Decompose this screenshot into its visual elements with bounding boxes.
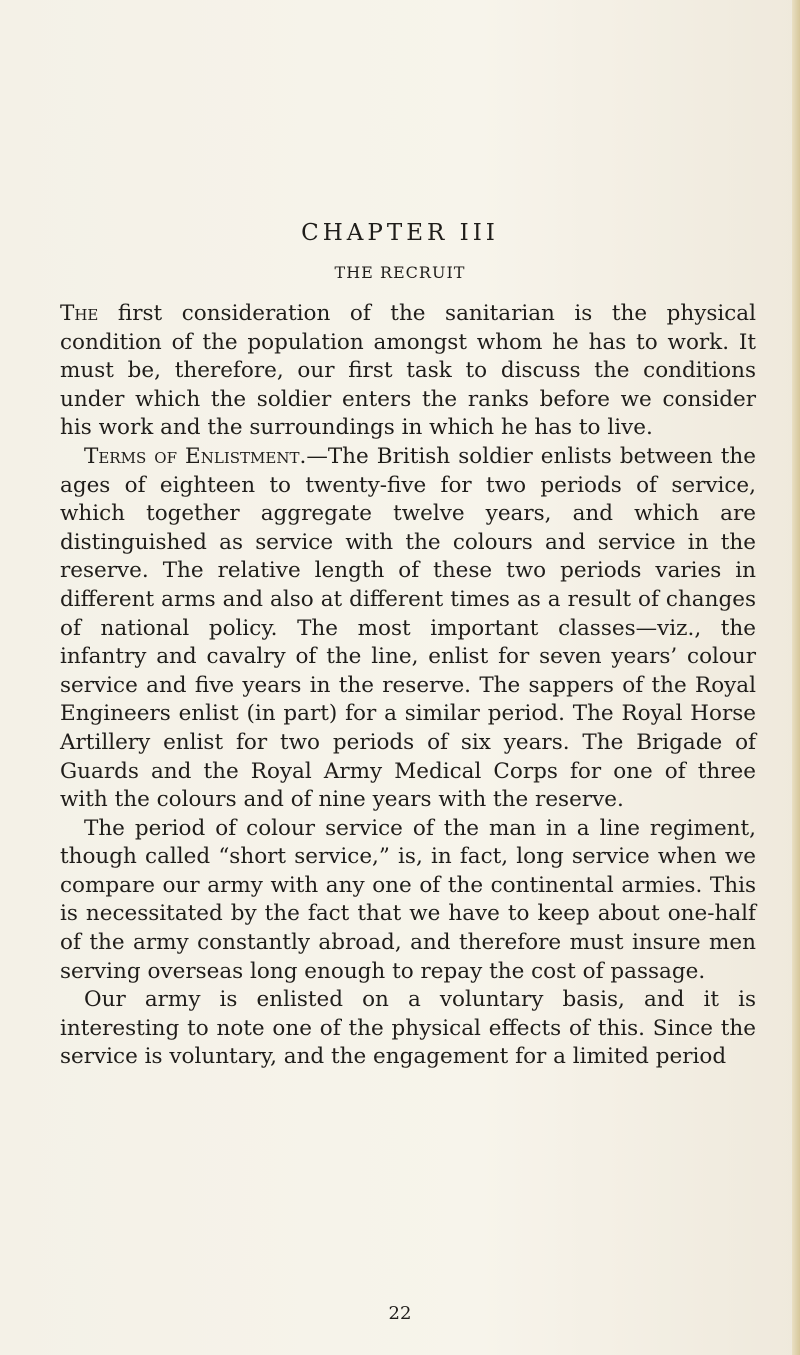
paragraph-voluntary-basis [60, 986, 756, 1072]
paragraph-terms-of-enlistment [60, 443, 756, 815]
paragraph-intro [60, 300, 756, 443]
page-edge [792, 0, 800, 1355]
paragraph-colour-service [60, 815, 756, 987]
body-text [60, 300, 756, 1072]
paragraph-text: first consideration of the sanitarian is the physical condition of the population amongst whom he has to work. It must be, therefore, our first task to discuss the conditions under which the soldier enters the ranks before we consider his work and the surroundings in which he has to live. [60, 301, 756, 441]
chapter-title: THE RECRUIT [334, 263, 466, 282]
paragraph-text: The period of colour service of the man in a line regiment, though called “short service,” is, in fact, long service when we compare our army with any one of the continental armies. This is necessitated by the fact that we have to keep about one-half of the army constantly abroad, and therefore must insure men serving overseas long enough to repay the cost of passage. [60, 815, 756, 984]
paragraph-text: The British soldier enlists between the ages of eighteen to twenty-five for two periods of service, which together aggregate twelve years, and which are distinguished as service with the colours and service in the reserve. The relative length of these two periods varies in different arms and also at different times as a result of changes of national policy. The most important classes—viz., the infantry and cavalry of the line, enlist for seven years’ colour service and five years in the reserve. The sappers of the Royal Engineers enlist (in part) for a similar period. The Royal Horse Artillery enlist for two periods of six years. The Brigade of Guards and the Royal Army Medical Corps for one of three with the colours and of nine years with the reserve. [60, 443, 756, 813]
page-number: 22 [388, 1303, 412, 1324]
section-heading: Terms of Enlistment.— [84, 443, 328, 469]
paragraph-lead: The [60, 301, 99, 326]
chapter-heading: CHAPTER III [301, 220, 499, 246]
paragraph-text: Our army is enlisted on a voluntary basis, and it is interesting to note one of the physical effects of this. Since the service is voluntary, and the engagement for a limited period [60, 987, 756, 1070]
